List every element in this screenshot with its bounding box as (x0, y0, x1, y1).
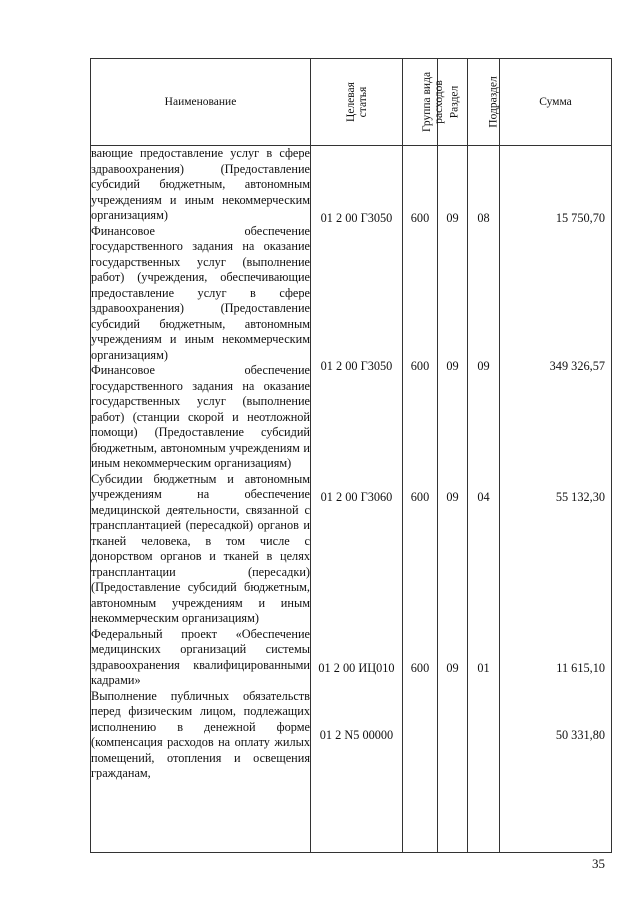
header-target-line1: Целевая (344, 82, 357, 122)
row-name: Финансовое обеспечение государственного задания на оказание государственных услуг (выполнение работ) (станции скорой и неотложной помощи) (Предоставление субсидий бюджетным, автономным учреждениям и иным некоммерческим организациям) (91, 363, 310, 470)
header-target-line2: статья (356, 86, 369, 118)
row-target: 01 2 00 Г3050 (320, 211, 393, 225)
header-group (403, 59, 446, 146)
row-name: Субсидии бюджетным и автономным учреждениям на обеспечение медицинской деятельности, связанной с трансплантацией (пересадкой) органов и тканей человека, в том числе с донорством органов и тканей в целях трансплантации (пересадки) (Предоставление субсидий бюджетным, автономным учреждениям и иным некоммерческим организациям) (91, 471, 310, 625)
header-subsection: Подраздел (468, 59, 500, 146)
row-subsection: 08 (477, 211, 490, 225)
row-sum: 11 615,10 (556, 661, 605, 675)
header-target (311, 59, 403, 146)
header-group-line2: расходов (433, 80, 446, 124)
table-body-row (91, 146, 612, 853)
row-sum: 349 326,57 (549, 359, 605, 373)
row-subsection: 01 (477, 661, 490, 675)
row-sum: 50 331,80 (555, 728, 605, 742)
header-name: Наименование (91, 59, 311, 146)
page-number: 35 (592, 856, 605, 871)
row-name: Федеральный проект «Обеспечение медицинских организаций системы здравоохранения квалифицированными кадрами» (91, 626, 310, 687)
row-section: 09 (446, 359, 459, 373)
name-column (91, 146, 311, 853)
group-column (403, 146, 438, 853)
row-group: 600 (410, 661, 430, 675)
row-subsection: 04 (477, 490, 490, 504)
row-group: 600 (410, 211, 430, 225)
row-sum: 55 132,30 (555, 490, 605, 504)
section-column (438, 146, 468, 853)
header-section: Раздел (438, 59, 468, 146)
table-header-row (91, 59, 612, 146)
row-section: 09 (446, 211, 459, 225)
subsection-column (468, 146, 500, 853)
row-section: 09 (446, 661, 459, 675)
row-group: 600 (410, 359, 430, 373)
row-name: Выполнение публичных обязательств перед физическим лицом, подлежащих исполнению в денежной форме (компенсация расходов на оплату жилых помещений, отопления и освещения гражданам, (91, 688, 310, 780)
sum-column (500, 146, 612, 853)
row-group: 600 (410, 490, 430, 504)
row-target: 01 2 N5 00000 (319, 728, 394, 742)
row-name: Финансовое обеспечение государственного задания на оказание государственных услуг (выполнение работ) (учреждения, обеспечивающие предоставление услуг в сфере здравоохранения) (Предоставление субсидий бюджетным, автономным учреждениям и иным некоммерческим организациям) (91, 223, 310, 362)
header-group-line1: Группа вида (421, 71, 434, 133)
row-target: 01 2 00 Г3060 (320, 490, 393, 504)
row-target: 01 2 00 ИЦ010 (318, 661, 395, 675)
row-subsection: 09 (477, 359, 490, 373)
row-section: 09 (446, 490, 459, 504)
target-column (311, 146, 403, 853)
budget-table (90, 58, 612, 853)
row-sum: 15 750,70 (555, 211, 605, 225)
row-target: 01 2 00 Г3050 (320, 359, 393, 373)
header-sum: Сумма (500, 59, 612, 146)
row-name: вающие предоставление услуг в сфере здравоохранения) (Предоставление субсидий бюджетным, автономным учреждениям и иным некоммерческим организациям) (91, 146, 310, 222)
